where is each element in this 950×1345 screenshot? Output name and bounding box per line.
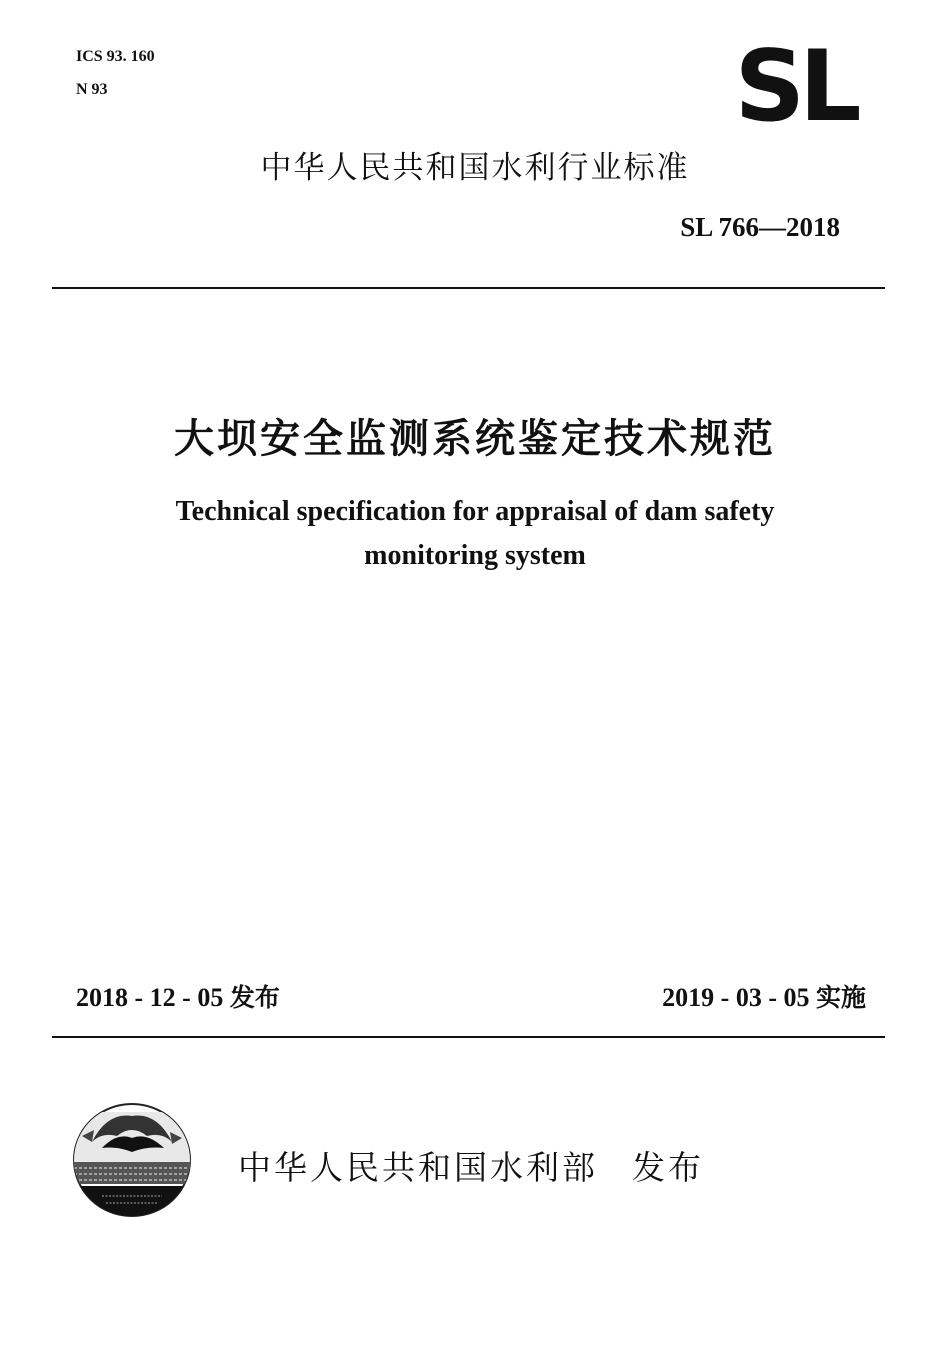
publisher-block: [238, 1146, 704, 1190]
implement-date: 2019 - 03 - 05: [662, 983, 810, 1012]
top-divider: [52, 287, 885, 289]
publish-label: 发布: [632, 1148, 704, 1187]
classification-code: N 93: [76, 81, 108, 98]
implement-date-block: [662, 980, 866, 1016]
ministry-emblem-icon: [72, 1102, 192, 1217]
standard-code: SL 766—2018: [680, 212, 840, 242]
chinese-title: 大坝安全监测系统鉴定技术规范: [174, 416, 776, 462]
ics-code: ICS 93. 160: [76, 48, 155, 65]
industry-standard-heading: 中华人民共和国水利行业标准: [260, 150, 690, 186]
issue-label: 发布: [229, 983, 280, 1012]
issue-date: 2018 - 12 - 05: [76, 983, 224, 1012]
ministry-name: 中华人民共和国水利部: [238, 1148, 598, 1187]
implement-label: 实施: [815, 983, 866, 1012]
english-title-line-1: Technical specification for appraisal of dam safety: [175, 496, 775, 527]
english-title: [100, 490, 850, 578]
issue-date-block: [76, 980, 280, 1016]
sl-logo: SL: [734, 30, 856, 144]
bottom-divider: [52, 1036, 885, 1038]
english-title-line-2: monitoring system: [364, 540, 586, 571]
